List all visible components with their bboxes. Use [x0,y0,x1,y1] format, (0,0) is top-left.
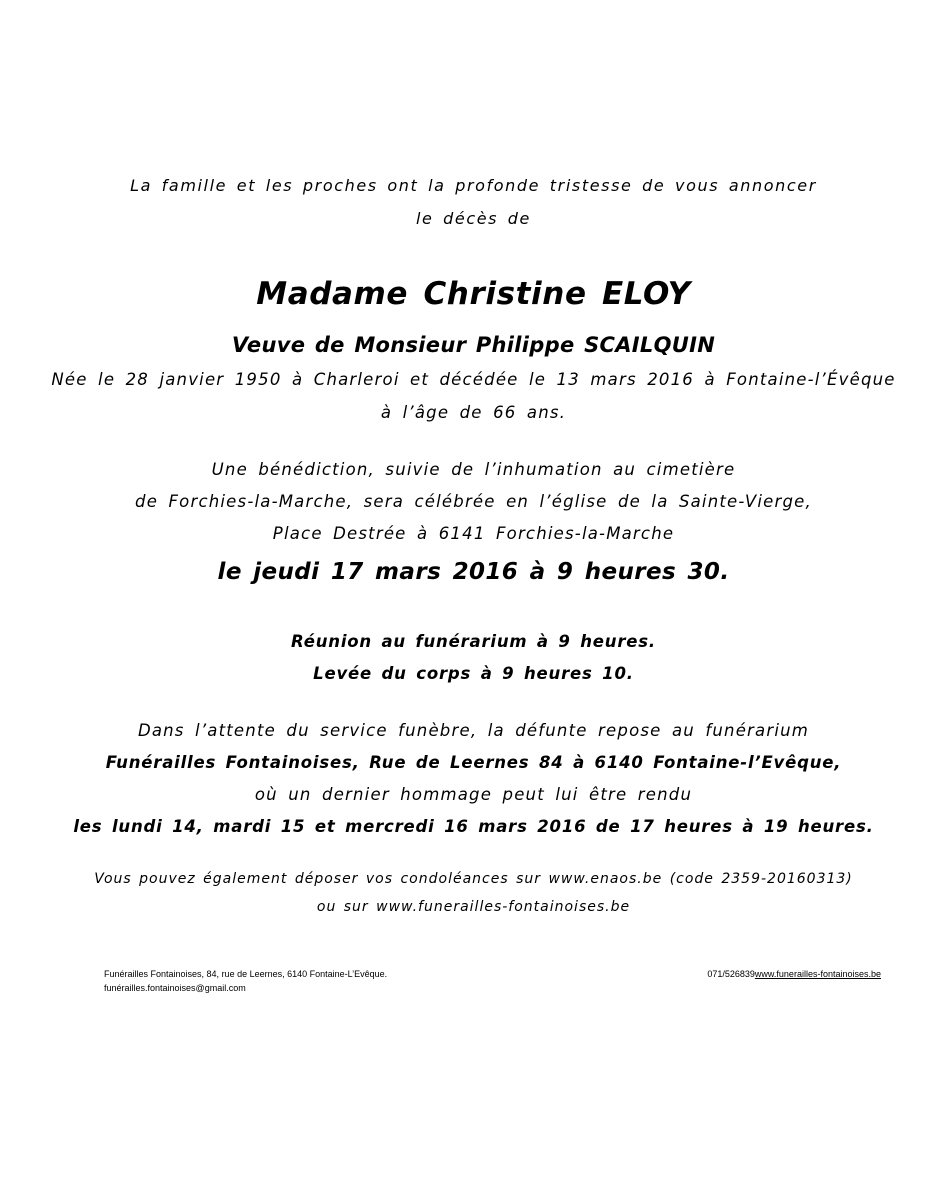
widow-line: Veuve de Monsieur Philippe SCAILQUIN [231,333,716,357]
footer-phone: 071/526839 [707,969,755,979]
intro-line-2: le décès de [415,209,532,228]
visitation-address: Funérailles Fontainoises, Rue de Leernes 84 à 6140 Fontaine-l’Evêque, [105,753,842,772]
departure-time: Levée du corps à 9 heures 10. [313,664,634,683]
meeting-time: Réunion au funérarium à 9 heures. [291,632,656,651]
footer-website-link[interactable]: www.funerailles-fontainoises.be [754,969,881,979]
ceremony-line-1: Une bénédiction, suivie de l’inhumation au cimetière [211,460,736,479]
visitation-line-1: Dans l’attente du service funèbre, la défunte repose au funérarium [137,721,810,740]
ceremony-date: le jeudi 17 mars 2016 à 9 heures 30. [217,559,730,585]
deceased-name: Madame Christine ELOY [256,276,691,312]
condolences-line-1: Vous pouvez également déposer vos condoléances sur www.enaos.be (code 2359-20160313) [94,871,853,887]
age-line: à l’âge de 66 ans. [380,403,567,422]
intro-line-1: La famille et les proches ont la profonde tristesse de vous annoncer [130,176,817,195]
visitation-line-3: où un dernier hommage peut lui être rendu [254,785,693,804]
ceremony-line-2: de Forchies-la-Marche, sera célébrée en l’église de la Sainte-Vierge, [135,492,812,511]
condolences-line-2: ou sur www.funerailles-fontainoises.be [316,899,631,915]
birth-death-line: Née le 28 janvier 1950 à Charleroi et décédée le 13 mars 2016 à Fontaine-l’Évêque [51,370,896,389]
ceremony-line-3: Place Destrée à 6141 Forchies-la-Marche [272,524,675,543]
visitation-dates: les lundi 14, mardi 15 et mercredi 16 mars 2016 de 17 heures à 19 heures. [73,817,874,836]
footer-contact [707,969,881,979]
footer-address: Funérailles Fontainoises, 84, rue de Leernes, 6140 Fontaine-L’Evêque. [104,969,388,979]
footer-email: funérailles.fontainoises@gmail.com [104,983,246,993]
